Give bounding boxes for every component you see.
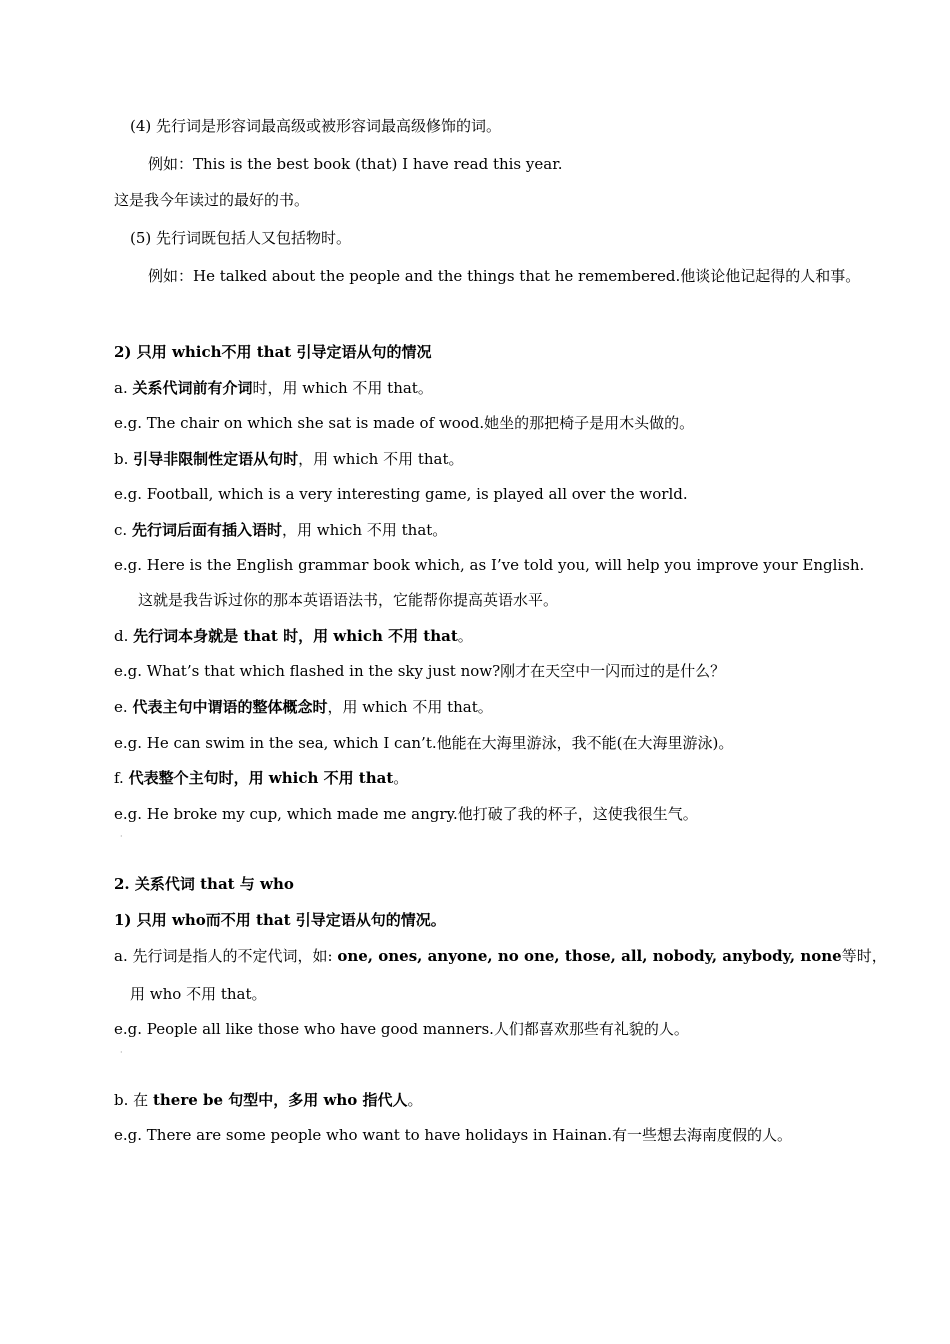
sub-heading-who: 1) 只用 who而不用 that 引导定语从句的情况。 bbox=[114, 911, 446, 929]
item-5-text: 先行词既包括人又包括物时。 bbox=[156, 229, 352, 247]
item-5-number: (5) bbox=[130, 229, 152, 247]
item-5-example bbox=[148, 266, 860, 286]
rule-e-example: e.g. He can swim in the sea, which I can’t.他能在大海里游泳，我不能(在大海里游泳)。 bbox=[114, 734, 734, 752]
who-rule-a-bold: one, ones, anyone, no one, those, all, nobody, anybody, none bbox=[337, 947, 842, 965]
item-4-translation: 这是我今年读过的最好的书。 bbox=[114, 191, 310, 209]
item-4-example bbox=[148, 154, 562, 174]
rule-d-example: e.g. What’s that which flashed in the sky just now?刚才在天空中一闪而过的是什么？ bbox=[114, 662, 726, 680]
item-4-number: (4) bbox=[130, 117, 152, 135]
who-rule-b-example: e.g. There are some people who want to have holidays in Hainan.有一些想去海南度假的人。 bbox=[114, 1126, 792, 1144]
section-heading-which: 2) 只用 which不用 that 引导定语从句的情况 bbox=[114, 343, 432, 361]
item-5-rule bbox=[130, 228, 351, 248]
rule-a: a. 关系代词前有介词时，用 which 不用 that。 bbox=[114, 379, 433, 397]
rule-e-bold: 代表主句中谓语的整体概念时 bbox=[132, 698, 328, 716]
example-prefix: 例如： bbox=[148, 267, 194, 285]
item-4-rule bbox=[130, 116, 501, 136]
rule-e: e. 代表主句中谓语的整体概念时，用 which 不用 that。 bbox=[114, 698, 493, 716]
who-rule-b-bold: there be 句型中，多用 who 指代人 bbox=[152, 1091, 408, 1109]
example-sentence: This is the best book (that) I have read this year. bbox=[193, 155, 563, 173]
stray-mark: · bbox=[120, 832, 123, 841]
rule-b-example: e.g. Football, which is a very interesting game, is played all over the world. bbox=[114, 485, 688, 503]
section-heading-that-who: 2. 关系代词 that 与 who bbox=[114, 875, 294, 893]
rule-a-bold: 关系代词前有介词 bbox=[132, 379, 253, 397]
rule-c-example: e.g. Here is the English grammar book which, as I’ve told you, will help you improve your English. bbox=[114, 556, 865, 574]
rule-f-bold: 代表整个主句时，用 which 不用 that bbox=[128, 769, 394, 787]
rule-c-translation: 这就是我告诉过你的那本英语语法书，它能帮你提高英语水平。 bbox=[138, 591, 559, 609]
rule-c-bold: 先行词后面有插入语时 bbox=[131, 521, 282, 539]
rule-a-example: e.g. The chair on which she sat is made of wood.她坐的那把椅子是用木头做的。 bbox=[114, 414, 695, 432]
rule-d-bold: 先行词本身就是 that 时，用 which 不用 that bbox=[133, 627, 458, 645]
rule-c: c. 先行词后面有插入语时，用 which 不用 that。 bbox=[114, 521, 448, 539]
example-sentence: He talked about the people and the things that he remembered.他谈论他记起得的人和事。 bbox=[193, 267, 861, 285]
example-prefix: 例如： bbox=[148, 155, 194, 173]
stray-mark: · bbox=[120, 1048, 123, 1057]
rule-b: b. 引导非限制性定语从句时，用 which 不用 that。 bbox=[114, 450, 464, 468]
item-4-text: 先行词是形容词最高级或被形容词最高级修饰的词。 bbox=[156, 117, 502, 135]
who-rule-b: b. 在 there be 句型中，多用 who 指代人。 bbox=[114, 1091, 423, 1109]
who-rule-a-example: e.g. People all like those who have good manners.人们都喜欢那些有礼貌的人。 bbox=[114, 1020, 689, 1038]
rule-f-example: e.g. He broke my cup, which made me angry.他打破了我的杯子，这使我很生气。 bbox=[114, 805, 698, 823]
rule-f: f. 代表整个主句时，用 which 不用 that。 bbox=[114, 769, 409, 787]
who-rule-a-continued: 用 who 不用 that。 bbox=[130, 985, 267, 1003]
rule-b-bold: 引导非限制性定语从句时 bbox=[133, 450, 299, 468]
rule-d: d. 先行词本身就是 that 时，用 which 不用 that。 bbox=[114, 627, 473, 645]
who-rule-a: a. 先行词是指人的不定代词，如: one, ones, anyone, no one, those, all, nobody, anybody, none等时， bbox=[114, 947, 887, 965]
